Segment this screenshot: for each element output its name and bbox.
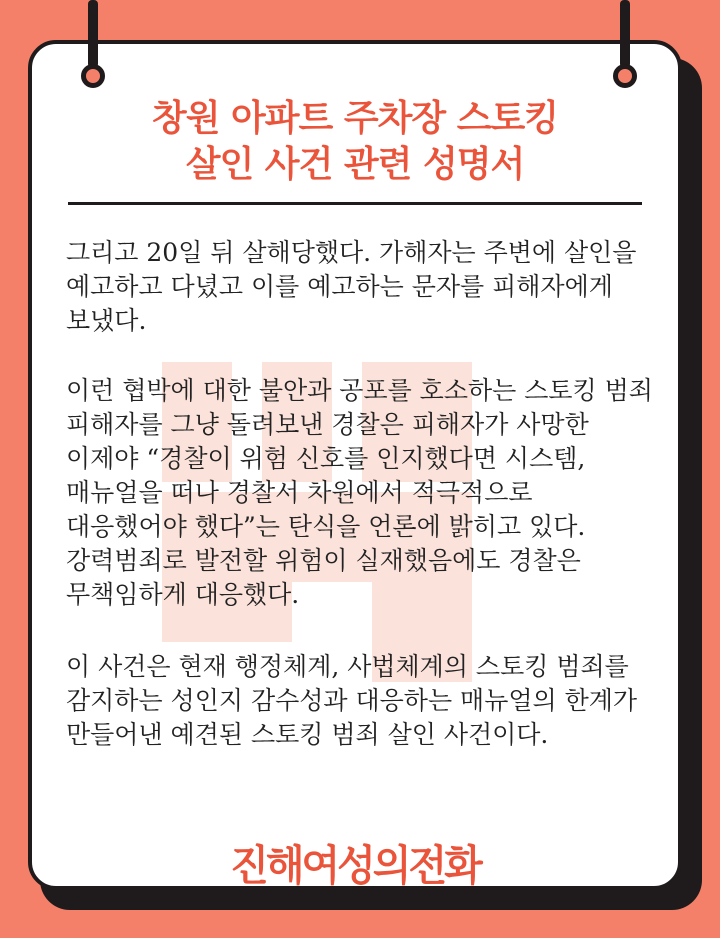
paragraph-2: 이런 협박에 대한 불안과 공포를 호소하는 스토킹 범죄 피해자를 그냥 돌려보낸 경찰은 피해자가 사망한 이제야 “경찰이 위험 신호를 인지했다면 시스템, 매뉴얼을 떠나 경찰서 차원에서 적극적으로 대응했어야 했다”는 탄식을 언론에 밝히고 있다. 강력범죄로 발전할 위험이 실재했음에도 경찰은 무책임하게 대응했다. [66, 376, 653, 609]
organization-logo: 진해여성의전화 [230, 842, 480, 890]
paragraph-3: 이 사건은 현재 행정체계, 사법체계의 스토킹 범죄를 감지하는 성인지 감수성과 대응하는 매뉴얼의 한계가 만들어낸 예견된 스토킹 범죄 살인 사건이다. [66, 652, 638, 749]
title-line-1: 창원 아파트 주차장 스토킹 [151, 98, 559, 139]
title-divider [68, 202, 642, 205]
hanger-ring-right [613, 64, 637, 88]
title-line-2: 살인 사건 관련 성명서 [185, 144, 525, 185]
paragraph-1: 그리고 20일 뒤 살해당했다. 가해자는 주변에 살인을 예고하고 다녔고 이를 예고하는 문자를 피해자에게 보냈다. [66, 238, 637, 335]
hanger-rod-right [620, 0, 630, 68]
statement-card [28, 40, 682, 890]
hanger-ring-left [81, 64, 105, 88]
hanger-rod-left [88, 0, 98, 68]
